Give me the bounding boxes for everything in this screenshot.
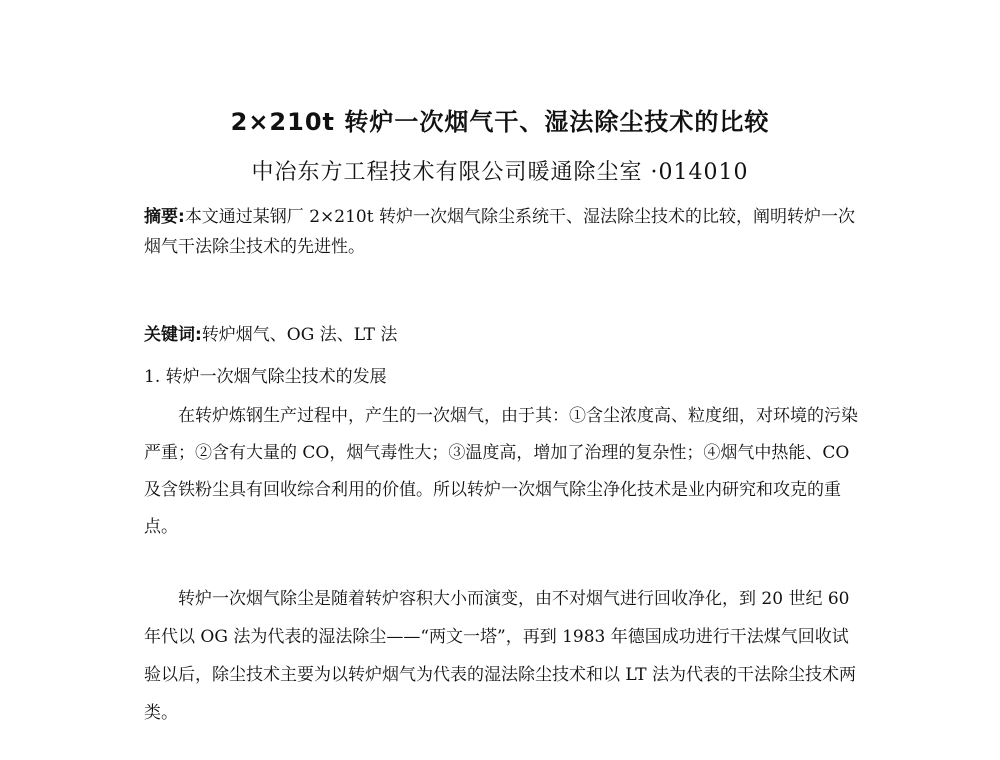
document-subtitle: 中冶东方工程技术有限公司暖通除尘室 ·014010	[251, 160, 749, 185]
abstract-text: 本文通过某钢厂 2×210t 转炉一次烟气除尘系统干、湿法除尘技术的比较，阐明转炉一次烟气干法除尘技术的先进性。	[144, 207, 855, 257]
paragraph-2: 转炉一次烟气除尘是随着转炉容积大小而演变，由不对烟气进行回收净化，到 20 世纪 60 年代以 OG 法为代表的湿法除尘——“两文一塔”，再到 1983 年德国成功进行干法煤气回收试验以后，除尘技术主要为以转炉烟气为代表的湿法除尘技术和以 LT 法为代表的干法除尘技术两类。	[144, 589, 857, 723]
abstract	[144, 202, 860, 262]
document-title: 2×210t 转炉一次烟气干、湿法除尘技术的比较	[230, 108, 770, 136]
section-heading: 1. 转炉一次烟气除尘技术的发展	[144, 367, 387, 387]
keywords-text: 转炉烟气、OG 法、LT 法	[201, 325, 398, 345]
keywords	[144, 318, 860, 352]
abstract-label: 摘要:	[144, 207, 185, 227]
keywords-label: 关键词:	[144, 325, 202, 345]
paragraph-1: 在转炉炼钢生产过程中，产生的一次烟气，由于其：①含尘浓度高、粒度细，对环境的污染严重；②含有大量的 CO，烟气毒性大；③温度高，增加了治理的复杂性；④烟气中热能、CO 及含铁粉尘具有回收综合利用的价值。所以转炉一次烟气除尘净化技术是业内研究和攻克的重点。	[144, 406, 858, 537]
